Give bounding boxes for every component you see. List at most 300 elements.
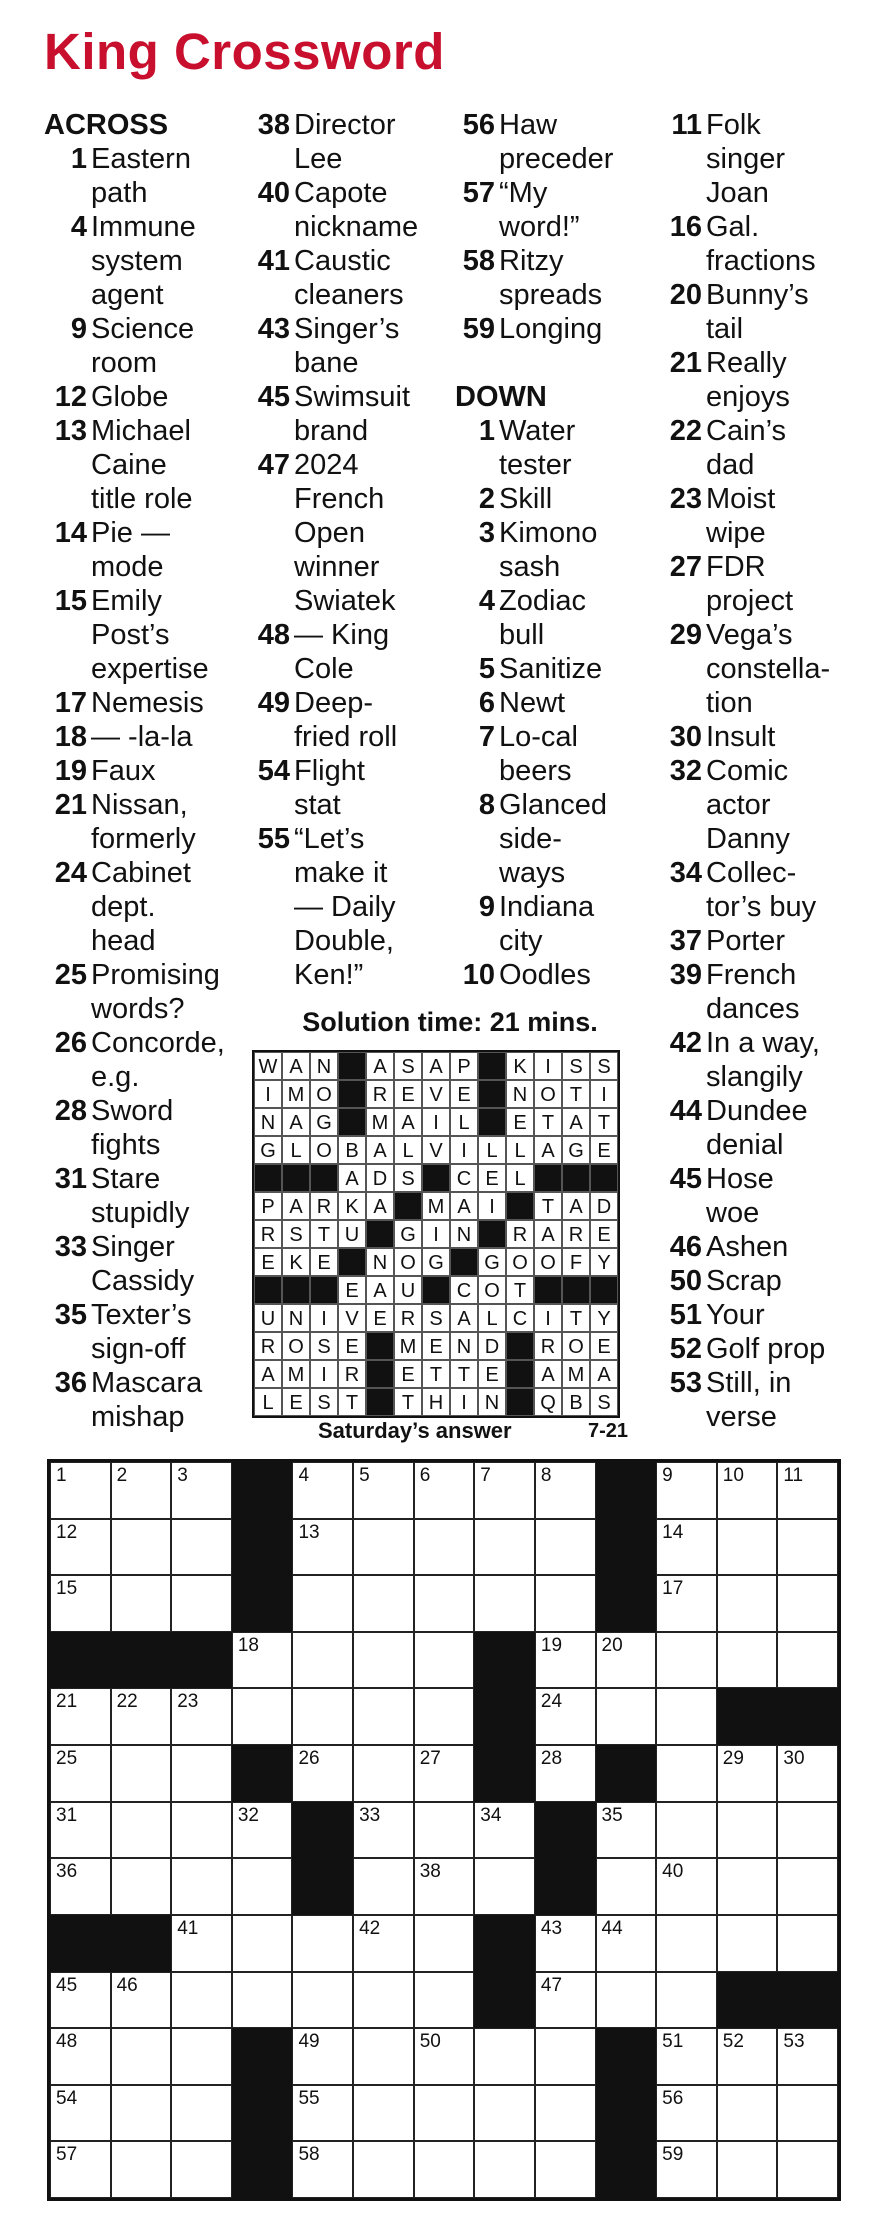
grid-cell[interactable] — [656, 1745, 717, 1802]
grid-cell[interactable] — [292, 1519, 353, 1576]
grid-cell[interactable] — [353, 2141, 414, 2198]
cell-number: 7 — [480, 1465, 491, 1486]
grid-cell[interactable] — [474, 2141, 535, 2198]
grid-cell[interactable] — [656, 2028, 717, 2085]
grid-cell[interactable] — [353, 2085, 414, 2142]
answer-letter-cell: O — [282, 1332, 310, 1360]
grid-cell[interactable] — [171, 1745, 232, 1802]
cell-number: 27 — [419, 1748, 441, 1770]
grid-cell[interactable] — [474, 1858, 535, 1915]
grid-cell[interactable] — [414, 1462, 475, 1519]
grid-cell[interactable] — [535, 1575, 596, 1632]
grid-cell[interactable] — [292, 2085, 353, 2142]
grid-cell[interactable] — [111, 2085, 172, 2142]
clue-item — [44, 210, 244, 312]
clue-item — [662, 618, 872, 720]
clue-number: 36 — [54, 1367, 87, 1399]
grid-cell[interactable] — [50, 1972, 111, 2029]
grid-cell[interactable] — [474, 1519, 535, 1576]
grid-cell[interactable] — [535, 1462, 596, 1519]
clue-item — [44, 686, 244, 720]
grid-cell[interactable] — [474, 2028, 535, 2085]
grid-cell[interactable] — [353, 1575, 414, 1632]
cell-number: 55 — [298, 2087, 320, 2109]
cell-number: 9 — [662, 1465, 673, 1486]
grid-cell[interactable] — [777, 1745, 838, 1802]
grid-cell[interactable] — [474, 2085, 535, 2142]
clue-number: 14 — [54, 517, 87, 549]
grid-block-cell — [292, 1858, 353, 1915]
answer-letter-cell: N — [254, 1108, 282, 1136]
answer-letter-cell: R — [562, 1220, 590, 1248]
grid-cell[interactable] — [50, 1802, 111, 1859]
clue-number: 5 — [478, 653, 495, 685]
grid-cell[interactable] — [50, 1745, 111, 1802]
cell-number: 4 — [298, 1465, 310, 1486]
clue-number: 9 — [478, 891, 495, 923]
grid-cell[interactable] — [50, 1462, 111, 1519]
grid-cell[interactable] — [171, 1519, 232, 1576]
answer-letter-cell: M — [282, 1080, 310, 1108]
cell-number: 2 — [116, 1465, 128, 1486]
clue-item — [662, 210, 872, 278]
answer-letter-cell: A — [394, 1108, 422, 1136]
answer-letter-cell: O — [534, 1248, 562, 1276]
grid-cell[interactable] — [656, 1915, 717, 1972]
grid-block-cell — [232, 2085, 293, 2142]
clue-text: FDR project — [706, 551, 794, 617]
clue-text: Comic actor Danny — [706, 755, 790, 855]
clue-item — [455, 788, 655, 890]
grid-cell[interactable] — [535, 1915, 596, 1972]
answer-letter-cell: P — [254, 1192, 282, 1220]
grid-cell[interactable] — [414, 1858, 475, 1915]
clue-item — [44, 1162, 244, 1230]
grid-cell[interactable] — [535, 1688, 596, 1745]
grid-cell[interactable] — [50, 1858, 111, 1915]
grid-block-cell — [232, 1462, 293, 1519]
grid-block-cell — [474, 1915, 535, 1972]
clue-text: Emily Post’s expertise — [91, 585, 209, 685]
grid-cell[interactable] — [111, 1745, 172, 1802]
clue-number: 6 — [478, 687, 495, 719]
grid-cell[interactable] — [232, 1915, 293, 1972]
grid-cell[interactable] — [111, 1519, 172, 1576]
grid-cell[interactable] — [717, 1915, 778, 1972]
answer-letter-cell: Y — [590, 1304, 618, 1332]
answer-letter-cell: T — [590, 1108, 618, 1136]
answer-letter-cell: D — [366, 1164, 394, 1192]
clue-number: 4 — [478, 585, 495, 617]
answer-letter-cell: S — [310, 1332, 338, 1360]
answer-letter-cell: T — [562, 1080, 590, 1108]
grid-cell[interactable] — [414, 1802, 475, 1859]
answer-block-cell — [450, 1248, 478, 1276]
answer-letter-cell: R — [394, 1304, 422, 1332]
clue-number: 22 — [669, 415, 702, 447]
answer-letter-cell: E — [422, 1332, 450, 1360]
answer-letter-cell: T — [394, 1388, 422, 1416]
grid-cell[interactable] — [596, 1688, 657, 1745]
answer-letter-cell: E — [282, 1388, 310, 1416]
answer-letter-cell: K — [506, 1052, 534, 1080]
clue-item — [662, 1332, 872, 1366]
answer-letter-cell: I — [590, 1080, 618, 1108]
grid-cell[interactable] — [414, 2028, 475, 2085]
grid-cell[interactable] — [777, 1575, 838, 1632]
clue-column-2 — [250, 108, 446, 992]
grid-cell[interactable] — [171, 1575, 232, 1632]
clue-item — [662, 550, 872, 618]
grid-cell[interactable] — [292, 1745, 353, 1802]
clue-item — [44, 1094, 244, 1162]
answer-letter-cell: I — [534, 1052, 562, 1080]
answer-letter-cell: O — [310, 1136, 338, 1164]
clue-item — [44, 754, 244, 788]
grid-cell[interactable] — [111, 1972, 172, 2029]
answer-letter-cell: A — [450, 1304, 478, 1332]
answer-block-cell — [254, 1164, 282, 1192]
answer-letter-cell: A — [590, 1360, 618, 1388]
answer-block-cell — [422, 1164, 450, 1192]
clue-text: Your — [706, 1299, 765, 1331]
grid-cell[interactable] — [414, 1688, 475, 1745]
clue-number: 40 — [257, 177, 290, 209]
grid-cell[interactable] — [596, 1632, 657, 1689]
answer-block-cell — [394, 1192, 422, 1220]
answer-letter-cell: A — [282, 1108, 310, 1136]
grid-block-cell — [232, 1745, 293, 1802]
clue-text: Collec- tor’s buy — [706, 857, 817, 923]
answer-letter-cell: I — [422, 1220, 450, 1248]
grid-cell[interactable] — [717, 1575, 778, 1632]
cell-number: 3 — [177, 1465, 188, 1486]
clue-item — [250, 686, 446, 754]
clue-text: Pie — mode — [91, 517, 170, 583]
grid-cell[interactable] — [292, 1915, 353, 1972]
clue-item — [662, 1366, 872, 1434]
grid-cell[interactable] — [50, 1519, 111, 1576]
grid-cell[interactable] — [535, 1632, 596, 1689]
grid-cell[interactable] — [353, 2028, 414, 2085]
grid-cell[interactable] — [171, 1972, 232, 2029]
answer-letter-cell: O — [394, 1248, 422, 1276]
grid-cell[interactable] — [777, 1915, 838, 1972]
clue-number: 42 — [669, 1027, 702, 1059]
answer-letter-cell: N — [450, 1332, 478, 1360]
grid-cell[interactable] — [171, 1462, 232, 1519]
answer-letter-cell: A — [366, 1192, 394, 1220]
clue-number: 23 — [669, 483, 702, 515]
answer-letter-cell: C — [506, 1304, 534, 1332]
clue-text: Cain’s dad — [706, 415, 787, 481]
grid-block-cell — [474, 1688, 535, 1745]
clue-item — [44, 312, 244, 380]
answer-letter-cell: G — [394, 1220, 422, 1248]
grid-cell[interactable] — [717, 1632, 778, 1689]
clue-text: Ritzy spreads — [499, 245, 603, 311]
grid-cell[interactable] — [414, 1519, 475, 1576]
grid-cell[interactable] — [353, 1802, 414, 1859]
answer-letter-cell: V — [422, 1136, 450, 1164]
grid-cell[interactable] — [292, 2141, 353, 2198]
grid-cell[interactable] — [656, 1688, 717, 1745]
clue-item — [250, 312, 446, 380]
grid-block-cell — [596, 1745, 657, 1802]
grid-cell[interactable] — [717, 2085, 778, 2142]
grid-cell[interactable] — [50, 1575, 111, 1632]
cell-number: 25 — [56, 1748, 78, 1770]
clue-item — [662, 108, 872, 210]
grid-cell[interactable] — [474, 1802, 535, 1859]
grid-cell[interactable] — [656, 1462, 717, 1519]
grid-cell[interactable] — [717, 2141, 778, 2198]
answer-letter-cell: H — [422, 1388, 450, 1416]
clue-item — [662, 958, 872, 1026]
across-heading: ACROSS — [44, 109, 169, 141]
clue-text: Flight stat — [294, 755, 365, 821]
grid-cell[interactable] — [50, 2141, 111, 2198]
grid-cell[interactable] — [171, 2141, 232, 2198]
grid-cell[interactable] — [111, 1802, 172, 1859]
grid-cell[interactable] — [596, 1858, 657, 1915]
grid-block-cell — [232, 2028, 293, 2085]
grid-cell[interactable] — [353, 1632, 414, 1689]
grid-block-cell — [777, 1688, 838, 1745]
grid-cell[interactable] — [535, 2085, 596, 2142]
clue-text: Hose woe — [706, 1163, 774, 1229]
cell-number: 1 — [56, 1465, 67, 1486]
grid-cell[interactable] — [414, 1915, 475, 1972]
grid-cell[interactable] — [535, 1519, 596, 1576]
grid-block-cell — [232, 2141, 293, 2198]
answer-letter-cell: G — [254, 1136, 282, 1164]
clue-item — [44, 142, 244, 210]
answer-letter-cell: A — [534, 1220, 562, 1248]
grid-cell[interactable] — [232, 1858, 293, 1915]
answer-letter-cell: E — [338, 1276, 366, 1304]
page-title: King Crossword — [44, 23, 445, 80]
answer-block-cell — [282, 1164, 310, 1192]
answer-letter-cell: G — [478, 1248, 506, 1276]
clue-number: 13 — [54, 415, 87, 447]
answer-block-cell — [310, 1276, 338, 1304]
clue-item — [455, 958, 655, 992]
grid-cell[interactable] — [171, 1688, 232, 1745]
grid-cell[interactable] — [656, 1972, 717, 2029]
clue-text: Bunny’s tail — [706, 279, 809, 345]
grid-cell[interactable] — [353, 1745, 414, 1802]
grid-cell[interactable] — [656, 1858, 717, 1915]
answer-block-cell — [562, 1276, 590, 1304]
grid-cell[interactable] — [111, 1462, 172, 1519]
cell-number: 21 — [56, 1691, 78, 1713]
clue-number: 12 — [54, 381, 87, 413]
grid-cell[interactable] — [353, 1519, 414, 1576]
cell-number: 40 — [662, 1861, 684, 1883]
grid-cell[interactable] — [596, 1972, 657, 2029]
grid-cell[interactable] — [353, 1688, 414, 1745]
cell-number: 47 — [540, 1974, 563, 1996]
cell-number: 15 — [56, 1578, 78, 1600]
answer-letter-cell: I — [478, 1192, 506, 1220]
grid-cell[interactable] — [292, 1575, 353, 1632]
grid-cell[interactable] — [596, 1915, 657, 1972]
answer-letter-cell: C — [450, 1276, 478, 1304]
grid-cell[interactable] — [414, 2141, 475, 2198]
cell-number: 32 — [237, 1804, 259, 1826]
grid-cell[interactable] — [292, 1688, 353, 1745]
grid-cell[interactable] — [292, 1972, 353, 2029]
grid-cell[interactable] — [656, 2085, 717, 2142]
answer-letter-cell: I — [422, 1108, 450, 1136]
clue-text: Ashen — [706, 1231, 789, 1263]
grid-cell[interactable] — [50, 2028, 111, 2085]
clue-number: 27 — [669, 551, 702, 583]
grid-cell[interactable] — [717, 2028, 778, 2085]
answer-letter-cell: T — [450, 1360, 478, 1388]
grid-cell[interactable] — [292, 2028, 353, 2085]
grid-cell[interactable] — [717, 1745, 778, 1802]
grid-block-cell — [596, 2085, 657, 2142]
grid-block-cell — [50, 1632, 111, 1689]
grid-cell[interactable] — [656, 1802, 717, 1859]
answer-letter-cell: A — [282, 1052, 310, 1080]
grid-cell[interactable] — [414, 1745, 475, 1802]
grid-cell[interactable] — [474, 1462, 535, 1519]
grid-cell[interactable] — [717, 1802, 778, 1859]
grid-cell[interactable] — [50, 1688, 111, 1745]
grid-cell[interactable] — [656, 2141, 717, 2198]
grid-cell[interactable] — [535, 2141, 596, 2198]
grid-cell[interactable] — [292, 1462, 353, 1519]
answer-letter-cell: L — [478, 1136, 506, 1164]
clue-text: French dances — [706, 959, 800, 1025]
grid-cell[interactable] — [171, 1858, 232, 1915]
answer-letter-cell: U — [394, 1276, 422, 1304]
grid-cell[interactable] — [111, 1858, 172, 1915]
grid-cell[interactable] — [171, 2085, 232, 2142]
clue-number: 21 — [54, 789, 87, 821]
answer-block-cell — [562, 1164, 590, 1192]
clue-text: Nemesis — [91, 687, 204, 719]
answer-block-cell — [478, 1220, 506, 1248]
grid-cell[interactable] — [717, 1858, 778, 1915]
grid-cell[interactable] — [656, 1575, 717, 1632]
answer-letter-cell: C — [450, 1164, 478, 1192]
cell-number: 53 — [783, 2031, 805, 2053]
clue-number: 43 — [257, 313, 290, 345]
grid-cell[interactable] — [232, 1802, 293, 1859]
grid-cell[interactable] — [414, 1632, 475, 1689]
grid-cell[interactable] — [596, 1802, 657, 1859]
cell-number: 31 — [56, 1804, 78, 1826]
answer-letter-cell: T — [534, 1192, 562, 1220]
grid-cell[interactable] — [232, 1632, 293, 1689]
clue-number: 52 — [669, 1333, 702, 1365]
grid-cell[interactable] — [717, 1519, 778, 1576]
grid-cell[interactable] — [50, 2085, 111, 2142]
answer-letter-cell: E — [450, 1080, 478, 1108]
grid-cell[interactable] — [111, 2028, 172, 2085]
grid-cell[interactable] — [232, 1688, 293, 1745]
clue-text: 2024 French Open winner Swiatek — [294, 449, 396, 617]
clue-text: Newt — [499, 687, 566, 719]
clue-text: — -la-la — [91, 721, 193, 753]
answer-letter-cell: M — [366, 1108, 394, 1136]
answer-letter-cell: E — [394, 1080, 422, 1108]
grid-cell[interactable] — [535, 1972, 596, 2029]
grid-cell[interactable] — [777, 1519, 838, 1576]
clue-item — [44, 584, 244, 686]
grid-cell[interactable] — [111, 1688, 172, 1745]
clue-text: — King Cole — [294, 619, 390, 685]
grid-cell[interactable] — [717, 1462, 778, 1519]
grid-cell[interactable] — [171, 1915, 232, 1972]
clue-text: “My word!” — [499, 177, 580, 243]
grid-cell[interactable] — [777, 2085, 838, 2142]
grid-cell[interactable] — [474, 1575, 535, 1632]
clue-number: 8 — [478, 789, 495, 821]
answer-letter-cell: I — [450, 1388, 478, 1416]
grid-block-cell — [596, 1519, 657, 1576]
grid-cell[interactable] — [535, 2028, 596, 2085]
answer-letter-cell: A — [562, 1108, 590, 1136]
grid-cell[interactable] — [656, 1519, 717, 1576]
grid-cell[interactable] — [777, 2141, 838, 2198]
answer-block-cell — [478, 1080, 506, 1108]
grid-cell[interactable] — [777, 1802, 838, 1859]
grid-cell[interactable] — [414, 1575, 475, 1632]
grid-cell[interactable] — [111, 1575, 172, 1632]
grid-cell[interactable] — [353, 1972, 414, 2029]
answer-letter-cell: L — [506, 1164, 534, 1192]
grid-cell[interactable] — [535, 1745, 596, 1802]
clue-text: Indiana city — [499, 891, 595, 957]
answer-letter-cell: R — [506, 1220, 534, 1248]
grid-cell[interactable] — [232, 1972, 293, 2029]
grid-cell[interactable] — [656, 1632, 717, 1689]
answer-letter-cell: E — [590, 1136, 618, 1164]
grid-cell[interactable] — [292, 1632, 353, 1689]
answer-letter-cell: E — [366, 1304, 394, 1332]
answer-letter-cell: T — [422, 1360, 450, 1388]
grid-cell[interactable] — [777, 1632, 838, 1689]
cell-number: 56 — [662, 2087, 684, 2109]
clue-number: 10 — [462, 959, 495, 991]
grid-cell[interactable] — [171, 1802, 232, 1859]
grid-cell[interactable] — [777, 1858, 838, 1915]
answer-letter-cell: L — [394, 1136, 422, 1164]
grid-cell[interactable] — [171, 2028, 232, 2085]
answer-block-cell — [338, 1080, 366, 1108]
grid-cell[interactable] — [353, 1915, 414, 1972]
grid-cell[interactable] — [353, 1858, 414, 1915]
clue-text: Insult — [706, 721, 776, 753]
grid-cell[interactable] — [414, 1972, 475, 2029]
clue-number: 35 — [54, 1299, 87, 1331]
grid-cell[interactable] — [414, 2085, 475, 2142]
answer-letter-cell: S — [422, 1304, 450, 1332]
grid-block-cell — [292, 1802, 353, 1859]
grid-cell[interactable] — [353, 1462, 414, 1519]
grid-cell[interactable] — [777, 2028, 838, 2085]
grid-cell[interactable] — [111, 2141, 172, 2198]
grid-cell[interactable] — [777, 1462, 838, 1519]
answer-letter-cell: S — [590, 1388, 618, 1416]
clue-number: 58 — [462, 245, 495, 277]
answer-letter-cell: M — [422, 1192, 450, 1220]
